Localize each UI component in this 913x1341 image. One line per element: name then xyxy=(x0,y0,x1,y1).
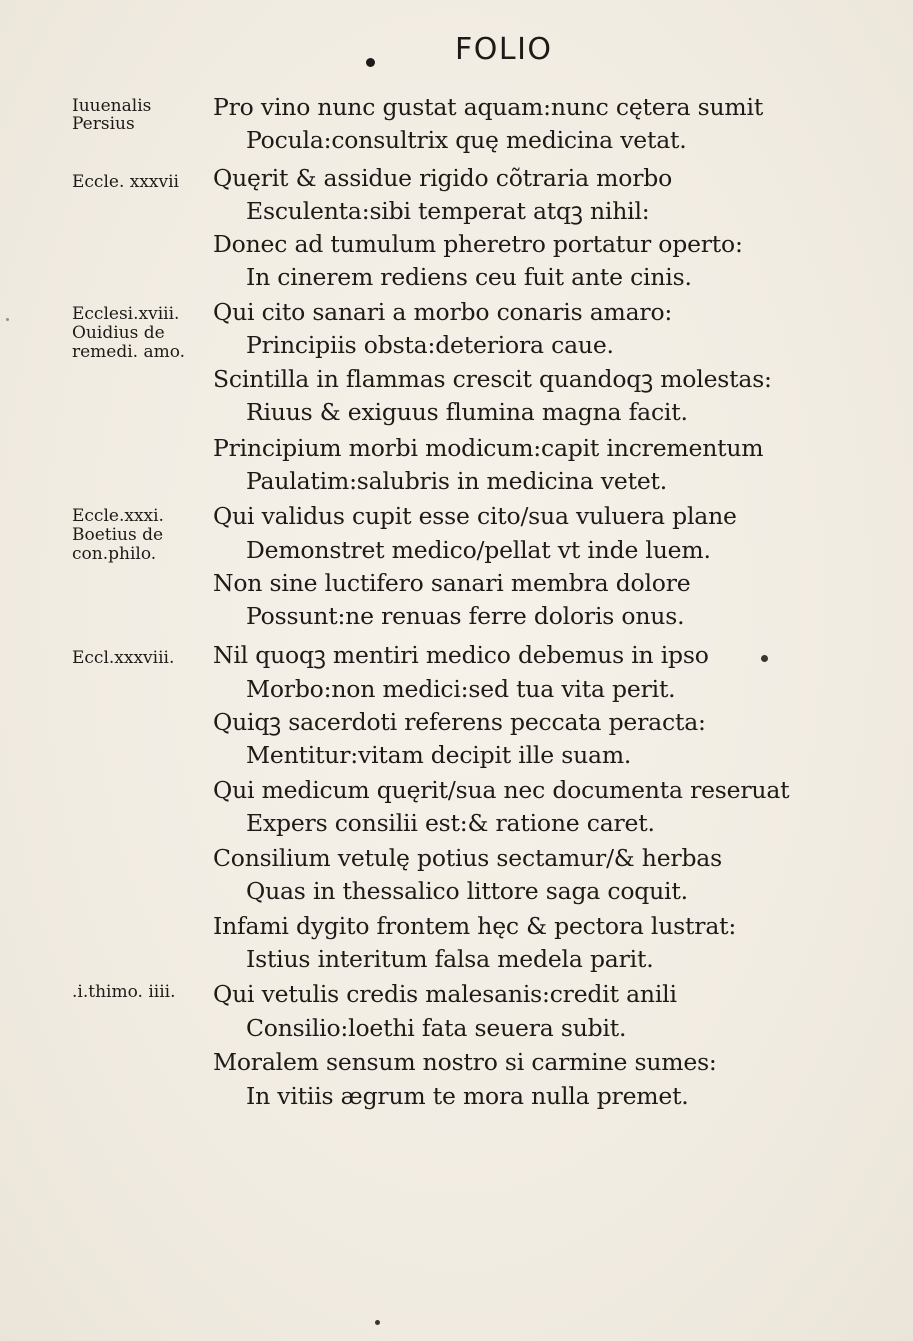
verse-line: In vitiis ægrum te mora nulla premet. xyxy=(246,1082,689,1110)
verse-line: Nil quoqꝫ mentiri medico debemus in ipso xyxy=(213,641,709,669)
margin-note-eccl-38: Eccl.xxxviii. xyxy=(72,648,175,668)
verse-line: Esculenta:sibi temperat atqꝫ nihil: xyxy=(246,197,650,225)
verse-line: Consilio:loethi fata seuera subit. xyxy=(246,1014,627,1042)
margin-note-eccle-31: Eccle.xxxi. xyxy=(72,506,164,526)
verse-line: Moralem sensum nostro si carmine sumes: xyxy=(213,1048,717,1076)
verse-line: Expers consilii est:& ratione caret. xyxy=(246,809,655,837)
margin-note-eccle-37: Eccle. xxxvii xyxy=(72,172,179,192)
verse-line: Donec ad tumulum pheretro portatur operto: xyxy=(213,230,743,258)
margin-note-remedia: remedi. amo. xyxy=(72,342,186,362)
verse-line: Principium morbi modicum:capit incrementum xyxy=(213,434,764,462)
verse-line: Non sine luctifero sanari membra dolore xyxy=(213,569,691,597)
verse-line: Qui medicum quęrit/sua nec documenta reseruat xyxy=(213,776,790,804)
margin-note-ecclesi-18: Ecclesi.xviii. xyxy=(72,304,180,324)
verse-line: Qui vetulis credis malesanis:credit anili xyxy=(213,980,677,1008)
verse-line: Quiqꝫ sacerdoti referens peccata peracta: xyxy=(213,708,706,736)
verse-line: Pocula:consultrix quę medicina vetat. xyxy=(246,126,687,154)
ink-speck xyxy=(6,318,9,321)
verse-line: In cinerem rediens ceu fuit ante cinis. xyxy=(246,263,692,291)
verse-line: Paulatim:salubris in medicina vetet. xyxy=(246,467,668,495)
verse-line: Demonstret medico/pellat vt inde luem. xyxy=(246,536,711,564)
verse-line: Infami dygito frontem hęc & pectora lustrat: xyxy=(213,912,737,940)
verse-line: Pro vino nunc gustat aquam:nunc cętera sumit xyxy=(213,93,764,121)
margin-note-timothy: .i.thimo. iiii. xyxy=(72,982,176,1002)
folio-heading: FOLIO xyxy=(455,32,553,67)
verse-line: Quęrit & assidue rigido cõtraria morbo xyxy=(213,164,673,192)
verse-line: Istius interitum falsa medela parit. xyxy=(246,945,654,973)
verse-line: Possunt:ne renuas ferre doloris onus. xyxy=(246,602,685,630)
verse-line: Qui cito sanari a morbo conaris amaro: xyxy=(213,298,673,326)
header-dot xyxy=(366,58,375,67)
verse-line: Scintilla in flammas crescit quandoqꝫ molestas: xyxy=(213,365,772,393)
verse-line: Consilium vetulę potius sectamur/& herbas xyxy=(213,844,722,872)
margin-note-boethius: Boetius de xyxy=(72,525,164,545)
margin-note-juvenal: Iuuenalis xyxy=(72,96,152,116)
ink-dot xyxy=(761,655,768,662)
margin-note-consolatio: con.philo. xyxy=(72,544,157,564)
verse-line: Principiis obsta:deteriora caue. xyxy=(246,331,614,359)
margin-note-persius: Persius xyxy=(72,114,135,134)
verse-line: Mentitur:vitam decipit ille suam. xyxy=(246,741,632,769)
verse-line: Morbo:non medici:sed tua vita perit. xyxy=(246,675,676,703)
margin-note-ovid: Ouidius de xyxy=(72,323,165,343)
ink-dot xyxy=(375,1320,380,1325)
verse-line: Qui validus cupit esse cito/sua vuluera plane xyxy=(213,502,737,530)
verse-line: Quas in thessalico littore saga coquit. xyxy=(246,877,688,905)
verse-line: Riuus & exiguus flumina magna facit. xyxy=(246,398,688,426)
